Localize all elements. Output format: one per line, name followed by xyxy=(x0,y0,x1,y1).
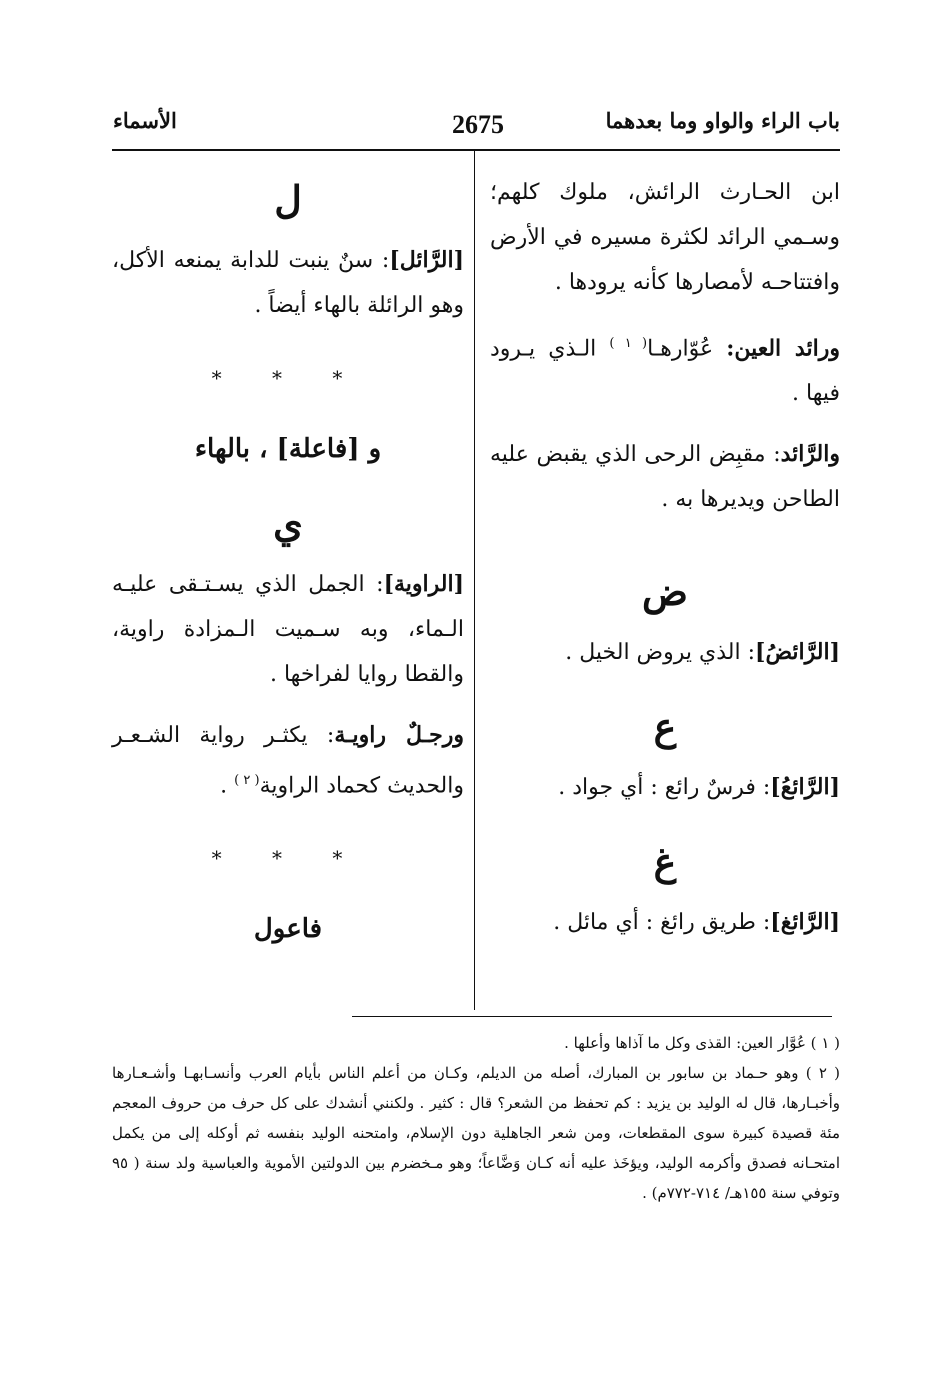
section-separator: * * * xyxy=(211,366,365,390)
letter-heading: ل xyxy=(274,177,302,222)
entry-headword: [الرَّائضُ] xyxy=(755,639,840,666)
section-title: و [فاعلة] ، بالهاء xyxy=(194,434,382,464)
footnote-ref: ( ٢ ) xyxy=(234,773,260,788)
entry-headword: والرَّائد xyxy=(780,441,840,468)
header-rule xyxy=(112,149,840,151)
entry-paragraph: [الرَّائغ]: طريق رائغ : أي مائل . xyxy=(553,909,840,936)
entry-headword: [الرَّائل] xyxy=(389,247,464,273)
letter-heading: غ xyxy=(653,839,677,885)
entry-headword: ورائد العين: xyxy=(726,335,840,362)
footnote-1: ( ١ ) عُوَّار العين: القذى وكل ما آذاها وأعلها . xyxy=(564,1034,840,1052)
entry-paragraph: [الرَّائل]: سنٌ ينبت للدابة يمنعه الأكل، وهو الرائلة بالهاء أيضاً . xyxy=(112,247,464,318)
entry-paragraph: [الراوية]: الجمل الذي يسـتـقى عليـه الـماء، وبه سـميت الـمزادة راوية، والقطا روايا لفراخها . xyxy=(112,571,464,687)
entry-paragraph: ابن الحـارث الرائش، ملوك كلهم؛ وسـمي الرائد لكثرة مسيره في الأرض وافتتاحـه لأمصارها كأنه يرودها . xyxy=(490,180,840,295)
section-title: فاعول xyxy=(253,914,323,945)
footnote-rule xyxy=(352,1016,832,1017)
letter-heading: ع xyxy=(653,704,677,750)
entry-headword: [الراوية] xyxy=(383,571,464,597)
entry-headword: [الرَّائغ] xyxy=(770,909,840,936)
footnote-ref: ( ١ ) xyxy=(609,336,648,351)
page-number: 2675 xyxy=(452,110,504,139)
running-header-chapter: باب الراء والواو وما بعدهما xyxy=(605,108,840,133)
entry-headword: [الرَّائعُ] xyxy=(770,774,840,801)
letter-heading: ي xyxy=(273,501,303,546)
entry-paragraph: ورجـلٌ راويـة: يكثـر رواية الشـعـر والحديث كحماد الراوية$^{( ٢ )}$ . xyxy=(112,722,465,799)
running-header-section: الأسماء xyxy=(113,108,177,133)
entry-paragraph: ورائد العين: عُوّارهـا$^{( ١ )}$ الـذي يـرود فيها . xyxy=(490,335,840,407)
entry-paragraph: والرَّائد: مقبِض الرحى الذي يقبض عليه الطاحن ويديرها به . xyxy=(490,441,840,513)
left-column xyxy=(112,170,464,962)
footnote-2: ( ٢ ) وهو حـماد بن سابور بن المبارك، أصله من الديلم، وكـان من أعلم الناس بأيام العرب وأنسـابهـا وأشـعـارها وأخبـارها، قال له الوليد بن يزيد : كم تحفظ من الشعر؟ قال : كثير . ولكنني أنشدك على كل حرف من حروف المعجم مئة قصيدة كبيرة سوى المقطعات، ومن شعر الجاهلية دون الإسلام، وامتحنه الوليد بنفسه ثم أوكله إلى من يكمل امتحـانه فصدق وأكرمه الوليد، ويؤخَذ عليه أنه كـان وَضَّاعاً؛ وهو مـخضرم بين الدولتين الأموية والعباسية ولد سنة ( ٩٥ وتوفي سنة ١٥٥هـ/ ٧١٤-٧٧٢م) . xyxy=(112,1064,840,1202)
column-divider xyxy=(474,150,475,1010)
letter-heading: ض xyxy=(642,569,688,615)
entry-paragraph: [الرَّائضُ]: الذي يروض الخيل . xyxy=(565,639,840,666)
entry-headword: ورجـلٌ راويـة xyxy=(334,722,465,748)
right-column xyxy=(490,170,840,961)
footnotes xyxy=(112,1028,840,1208)
section-separator: * * * xyxy=(211,846,365,871)
entry-paragraph: [الرَّائعُ]: فرسٌ رائع : أي جواد . xyxy=(558,774,840,801)
